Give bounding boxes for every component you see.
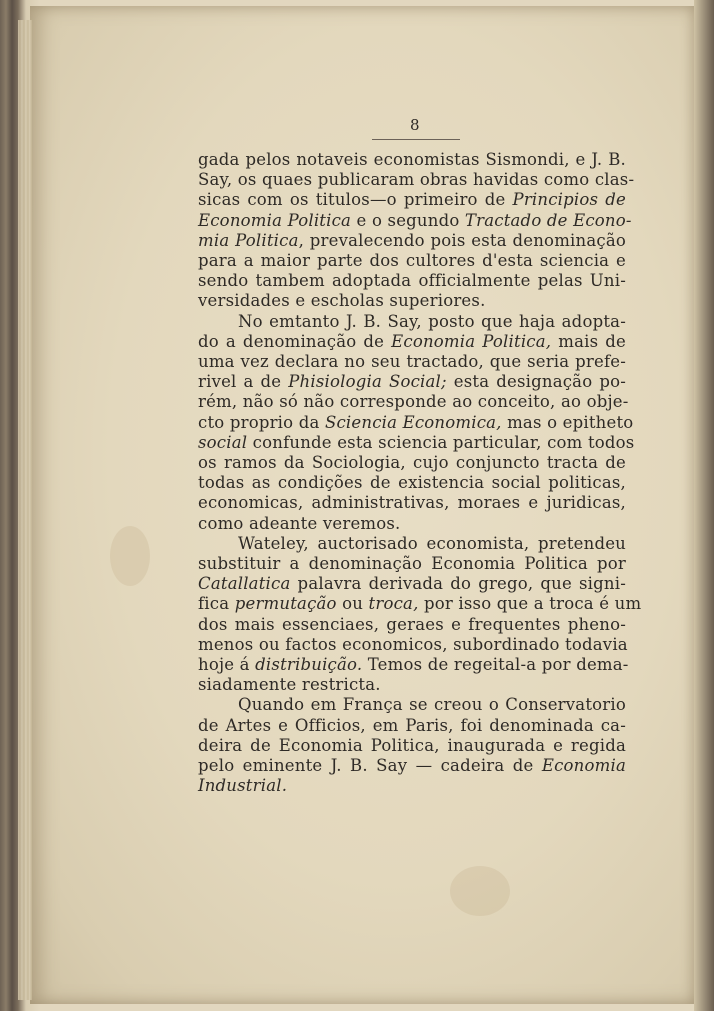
text-line: hoje á distribuição. Temos de regeital-a por dema- [198, 655, 629, 675]
paragraph [198, 150, 635, 312]
text-line: menos ou factos economicos, subordinado todavia [198, 634, 628, 654]
italic-term: Phisiologia Social; [288, 372, 447, 392]
text-line: fica permutação ou troca, por isso que a troca é um [198, 594, 642, 614]
text-line: Quando em França se creou o Conservatorio [238, 695, 626, 715]
text-line: como adeante veremos. [198, 513, 401, 533]
italic-term: Tractado de Econo- [464, 210, 632, 230]
body-text [198, 150, 642, 797]
italic-term: social [198, 432, 248, 452]
paper-stain [450, 866, 510, 916]
text-line: Catallatica palavra derivada do grego, que signi- [198, 574, 626, 594]
italic-term: Economia Politica, [391, 331, 552, 351]
text-line: siadamente restricta. [198, 675, 381, 695]
page-number: 8 [410, 116, 420, 134]
italic-term: distribuição. [255, 655, 363, 675]
italic-term: Principios de [512, 190, 626, 210]
text-line: todas as condições de existencia social politicas, [198, 473, 626, 493]
italic-term: permutação [234, 594, 337, 614]
text-line: os ramos da Sociologia, cujo conjuncto tracta de [198, 453, 626, 473]
italic-term: troca, [368, 594, 419, 614]
italic-term: Economia [541, 756, 626, 776]
text-line: dos mais essenciaes, geraes e frequentes pheno- [198, 614, 626, 634]
text-line: versidades e escholas superiores. [198, 291, 486, 311]
text-line: deira de Economia Politica, inaugurada e regida [198, 735, 626, 755]
text-line: mia Politica, prevalecendo pois esta denominação [198, 230, 626, 250]
paragraph [198, 695, 626, 796]
paragraph [198, 311, 635, 534]
text-line: de Artes e Officios, em Paris, foi denominada ca- [198, 715, 626, 735]
text-line: economicas, administrativas, moraes e juridicas, [198, 493, 626, 513]
text-line: gada pelos notaveis economistas Sismondi, e J. B. [198, 150, 626, 169]
italic-term: Industrial. [198, 776, 288, 796]
italic-term: Sciencia Economica, [324, 412, 502, 432]
text-line: substituir a denominação Economia Politica por [198, 554, 626, 574]
header-rule [372, 139, 460, 140]
text-line: sicas com os titulos—o primeiro de Principios de [198, 190, 626, 210]
text-line: No emtanto J. B. Say, posto que haja adopta- [238, 311, 626, 331]
paper-stain [110, 526, 150, 586]
text-line: Wateley, auctorisado economista, pretendeu [238, 533, 626, 553]
text-line: cto proprio da Sciencia Economica, mas o epitheto [198, 412, 634, 432]
scan-right-border [694, 0, 714, 1011]
text-line: social confunde esta sciencia particular, com todos [198, 432, 635, 452]
text-line [198, 776, 626, 796]
text-line: uma vez declara no seu tractado, que seria prefe- [198, 352, 626, 372]
text-line: rém, não só não corresponde ao conceito, ao obje- [198, 392, 629, 412]
page-stack-edge [18, 20, 32, 1000]
text-line: Economia Politica e o segundo Tractado de Econo- [198, 210, 632, 230]
italic-term: mia Politica [198, 230, 299, 250]
text-line: do a denominação de Economia Politica, mais de [198, 331, 626, 351]
text-line: pelo eminente J. B. Say — cadeira de Economia [198, 756, 626, 776]
italic-term: Economia Politica [198, 210, 352, 230]
text-line: rivel a de Phisiologia Social; esta designação po- [198, 372, 626, 392]
text-line: Say, os quaes publicaram obras havidas como clas- [198, 170, 635, 190]
text-line: sendo tambem adoptada officialmente pelas Uni- [198, 271, 626, 291]
text-line: para a maior parte dos cultores d'esta sciencia e [198, 251, 626, 271]
paragraph [198, 533, 642, 696]
italic-term: Catallatica [198, 574, 291, 594]
